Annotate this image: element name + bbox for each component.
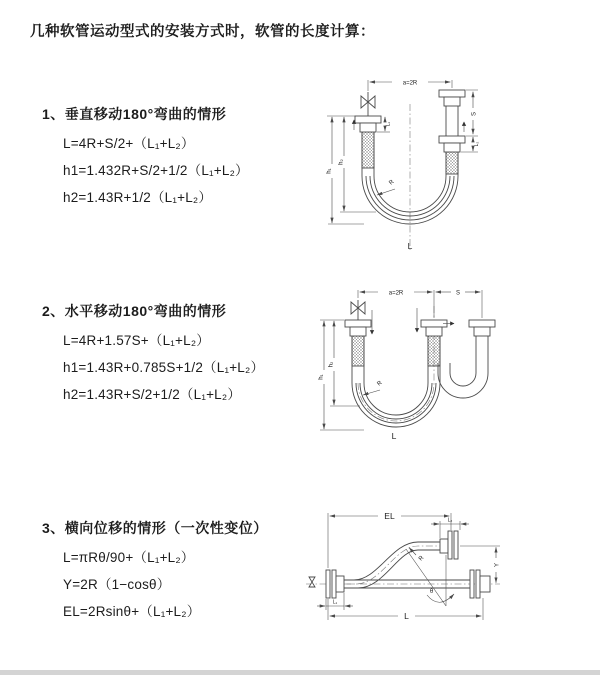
radius-label-3: R	[418, 555, 426, 563]
dim-label-l2-3: L₂	[447, 517, 453, 524]
braided-hose-middle-2	[428, 336, 440, 366]
length-label-1: L	[407, 241, 413, 251]
dim-label-l1-1: L₁	[385, 121, 392, 127]
dim-label-l2-1: L₂	[474, 141, 480, 147]
dim-label-a2r-2: a=2R	[388, 290, 404, 297]
length-label-3: L	[404, 611, 409, 621]
dim-label-a2r: a=2R	[402, 80, 418, 87]
section-2-formula-L: L=4R+1.57S+（L₁+L₂）	[63, 333, 210, 348]
dim-label-s-2: S	[455, 290, 461, 297]
hose-u-shapes-2	[352, 306, 488, 427]
section-1-formula-h1: h1=1.432R+S/2+1/2（L₁+L₂）	[63, 163, 249, 178]
page-title: 几种软管运动型式的安装方式时，软管的长度计算：	[30, 24, 375, 40]
length-label-2: L	[391, 431, 397, 441]
radius-label-1: R	[388, 179, 396, 187]
diagram-vertical-180-bend	[310, 68, 590, 263]
dim-label-y: Y	[494, 562, 501, 568]
section-3-heading: 3、横向位移的情形（一次性变位）	[42, 520, 268, 536]
dim-label-h1-1: h₁	[326, 168, 333, 174]
section-2-formula-h1: h1=1.43R+0.785S+1/2（L₁+L₂）	[63, 360, 265, 375]
braided-hose-right	[446, 152, 458, 174]
dim-label-h2-2: h₂	[328, 361, 335, 368]
section-3-formula-Y: Y=2R（1−cosθ）	[63, 577, 171, 592]
diagram-horizontal-180-bend	[310, 278, 600, 453]
section-3	[42, 518, 268, 625]
section-2-heading: 2、水平移动180°弯曲的情形	[42, 303, 227, 319]
section-1-formula-h2: h2=1.43R+1/2（L₁+L₂）	[63, 190, 213, 205]
section-1-formula-L: L=4R+S/2+（L₁+L₂）	[63, 136, 195, 151]
dim-label-s1: S	[471, 111, 478, 117]
braided-hose-left-2	[352, 336, 364, 366]
braided-hose-left	[362, 132, 374, 168]
section-3-formula-L: L=πRθ/90+（L₁+L₂）	[63, 550, 195, 565]
section-2-formula-h2: h2=1.43R+S/2+1/2（L₁+L₂）	[63, 387, 242, 402]
dimensions-3	[317, 511, 501, 621]
pipe-fittings-2	[345, 320, 495, 336]
valve-icon-2	[351, 300, 365, 320]
section-3-formula-EL: EL=2Rsinθ+（L₁+L₂）	[63, 604, 201, 619]
centerline-valve-icon	[309, 577, 315, 587]
geometry-lines-3	[406, 548, 454, 607]
diagram-lateral-displacement	[298, 498, 598, 643]
dim-label-h2-1: h₂	[338, 159, 345, 165]
page-bottom-edge	[0, 670, 600, 675]
section-1	[42, 104, 249, 211]
valve-icon	[361, 92, 375, 116]
dim-label-el: EL	[384, 510, 395, 521]
dim-label-l1-3: L₁	[332, 599, 338, 606]
dim-label-h1-2: h₁	[318, 374, 325, 380]
section-1-heading: 1、垂直移动180°弯曲的情形	[42, 106, 227, 122]
angle-theta-label: θ	[429, 589, 434, 595]
section-2	[42, 301, 264, 408]
radius-label-2: R	[376, 380, 384, 388]
